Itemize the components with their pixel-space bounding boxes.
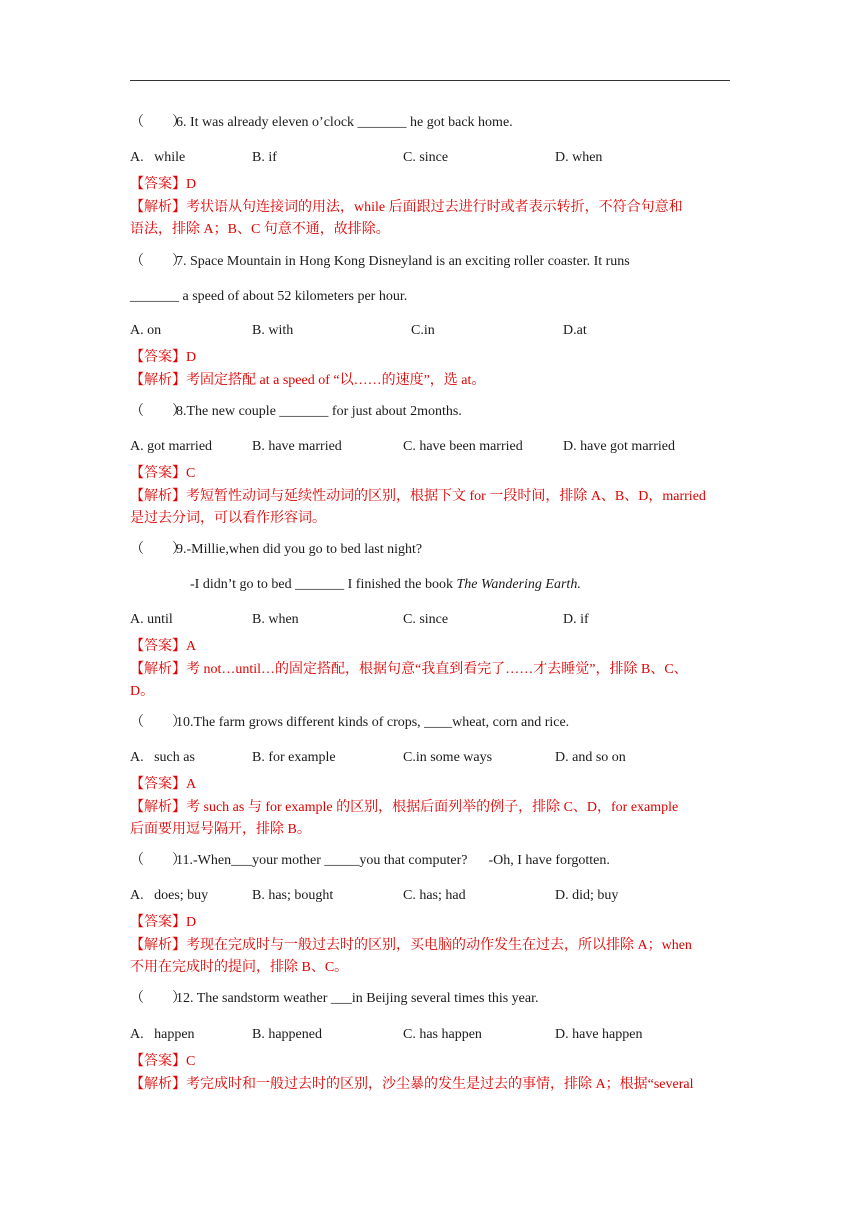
explanation-8-line-1: 【解析】考短暂性动词与延续性动词的区别，根据下文 for 一段时间，排除 A、B、D，married [130, 489, 706, 504]
question-11-stem: （ ）11.-When___your mother _____you that computer? -Oh, I have forgotten. [130, 853, 610, 868]
option-a: A. happen [130, 1027, 195, 1042]
option-d: D. have got married [563, 439, 675, 454]
option-c: C. have been married [403, 439, 523, 454]
option-b: B. when [252, 612, 299, 627]
answer-8: 【答案】C [130, 466, 196, 481]
option-a: A. while [130, 150, 186, 165]
answer-6: 【答案】D [130, 177, 197, 192]
question-7-options [130, 322, 730, 340]
answer-7: 【答案】D [130, 350, 197, 365]
header-rule [130, 80, 730, 81]
explanation-9-line-1: 【解析】考 not…until…的固定搭配，根据句意“我直到看完了……才去睡觉”，排除 B、C、 [130, 662, 688, 677]
answer-9: 【答案】A [130, 639, 197, 654]
explanation-11-line-1: 【解析】考现在完成时与一般过去时的区别，买电脑的动作发生在过去，所以排除 A；when [130, 938, 692, 953]
option-a: A. until [130, 612, 173, 627]
explanation-10-line-1: 【解析】考 such as 与 for example 的区别，根据后面列举的例子，排除 C、D，for example [130, 800, 679, 815]
option-c: C. since [403, 150, 449, 165]
option-d: D. if [563, 612, 589, 627]
option-c: C.in [411, 323, 435, 338]
explanation-8-line-2: 是过去分词，可以看作形容词。 [130, 511, 326, 526]
option-b: B. has; bought [252, 888, 334, 903]
option-b: B. have married [252, 439, 342, 454]
option-b: B. if [252, 150, 277, 165]
question-7-stem-line-1: （ ）7. Space Mountain in Hong Kong Disneyland is an exciting roller coaster. It runs [130, 254, 630, 269]
question-8-stem: （ ）8.The new couple _______ for just about 2months. [130, 404, 462, 419]
explanation-10-line-2: 后面要用逗号隔开，排除 B。 [130, 822, 311, 837]
question-10-options [130, 749, 730, 767]
explanation-12-line-1: 【解析】考完成时和一般过去时的区别，沙尘暴的发生是过去的事情，排除 A；根据“several [130, 1077, 694, 1092]
explanation-9-line-2: D。 [130, 684, 155, 699]
option-d: D. when [555, 150, 603, 165]
question-9-options [130, 611, 730, 629]
option-d: D. have happen [555, 1027, 643, 1042]
option-b: B. for example [252, 750, 336, 765]
option-c: C. has; had [403, 888, 466, 903]
question-12-stem: （ ）12. The sandstorm weather ___in Beijing several times this year. [130, 991, 539, 1006]
option-d: D. and so on [555, 750, 626, 765]
option-c: C.in some ways [403, 750, 493, 765]
option-c: C. since [403, 612, 449, 627]
book-title: The Wandering Earth. [456, 577, 581, 592]
option-a: A. such as [130, 750, 195, 765]
option-a: A. does; buy [130, 888, 209, 903]
answer-10: 【答案】A [130, 777, 197, 792]
explanation-11-line-2: 不用在完成时的提问，排除 B、C。 [130, 960, 349, 975]
answer-12: 【答案】C [130, 1054, 196, 1069]
option-a: A. on [130, 323, 162, 338]
question-12-options [130, 1026, 730, 1044]
answer-11: 【答案】D [130, 915, 197, 930]
question-6-options [130, 149, 730, 167]
question-10-stem: （ ）10.The farm grows different kinds of crops, ____wheat, corn and rice. [130, 715, 570, 730]
explanation-7-line-1: 【解析】考固定搭配 at a speed of “以……的速度”，选 at。 [130, 373, 486, 388]
option-b: B. with [252, 323, 294, 338]
option-d: D. did; buy [555, 888, 619, 903]
question-9-stem: （ ）9.-Millie,when did you go to bed last night? [130, 542, 423, 557]
option-a: A. got married [130, 439, 213, 454]
question-7-stem-line-2: _______ a speed of about 52 kilometers per hour. [130, 289, 408, 304]
question-9-reply: -I didn’t go to bed _______ I finished the book The Wandering Earth. [190, 577, 581, 592]
explanation-6-line-2: 语法，排除 A；B、C 句意不通，故排除。 [130, 222, 390, 237]
question-11-options [130, 887, 730, 905]
option-c: C. has happen [403, 1027, 482, 1042]
explanation-6-line-1: 【解析】考状语从句连接词的用法，while 后面跟过去进行时或者表示转折，不符合句意和 [130, 200, 683, 215]
option-b: B. happened [252, 1027, 322, 1042]
question-6-stem: （ ）6. It was already eleven o’clock _______ he got back home. [130, 115, 513, 130]
option-d: D.at [563, 323, 587, 338]
question-8-options [130, 438, 730, 456]
